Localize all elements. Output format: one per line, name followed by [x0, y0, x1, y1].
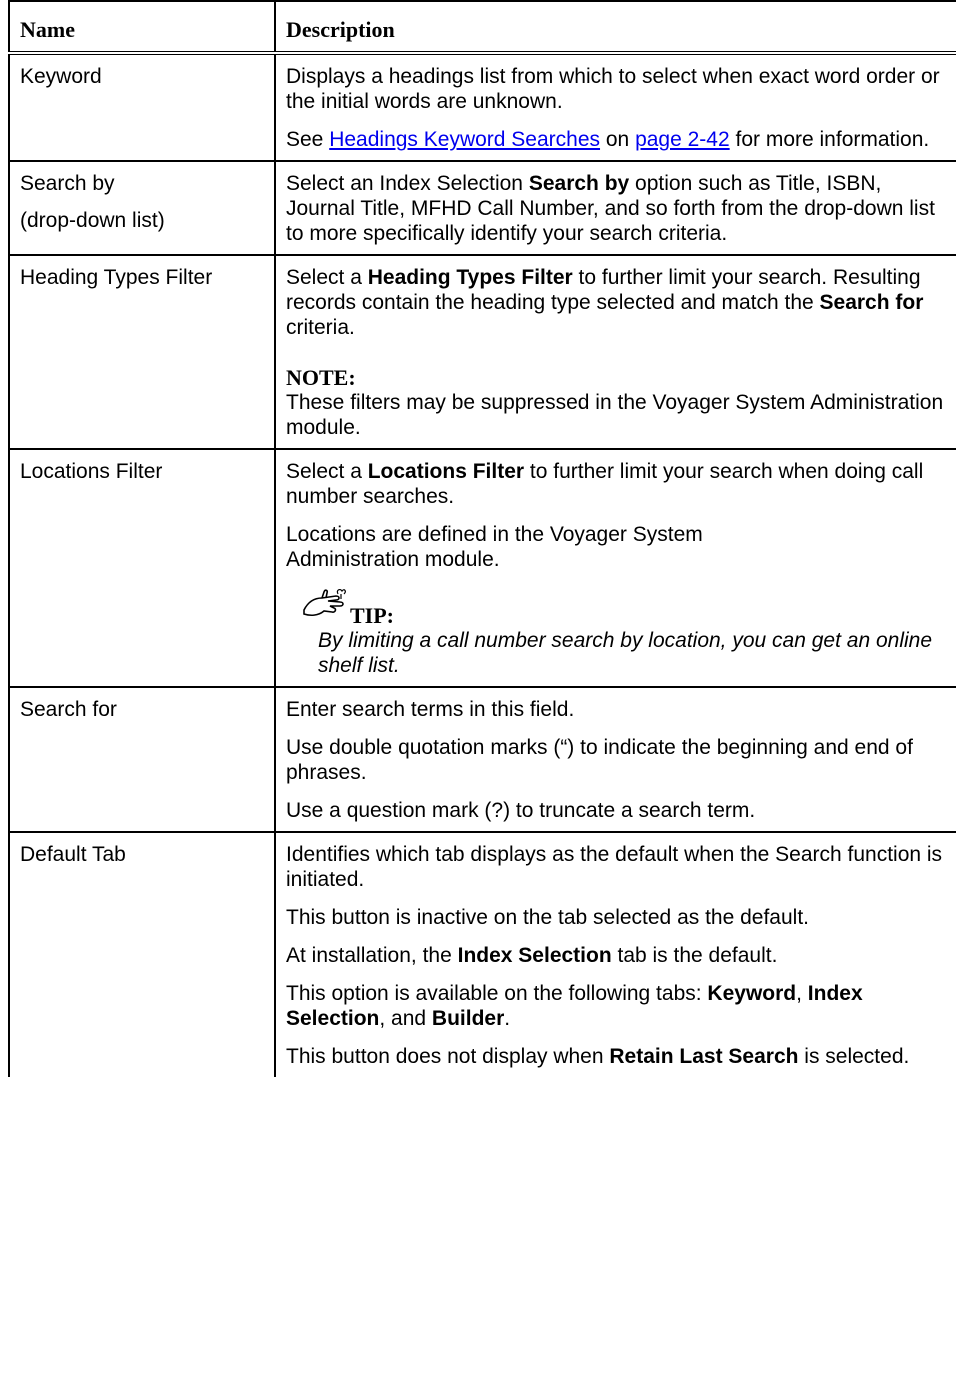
description-text: Select an Index Selection Search by option such as Title, ISBN, Journal Title, MFHD Call Number, and so forth from the drop-down list to more specifically identify your search criteria.: [286, 172, 935, 245]
name-cell: [9, 832, 275, 1077]
description-text: Displays a headings list from which to select when exact word order or the initial words are unknown.: [286, 65, 940, 113]
name-cell: [9, 255, 275, 449]
fields-table: [8, 0, 956, 1077]
description-text: Select a Locations Filter to further limit your search when doing call number searches.: [286, 460, 924, 508]
header-description: Description: [275, 1, 956, 53]
description-cell: [275, 161, 956, 255]
field-name: Locations Filter: [20, 460, 163, 483]
table-row-keyword: [9, 53, 956, 161]
description-text: This option is available on the following tabs: Keyword, Index Selection, and Builder.: [286, 982, 863, 1030]
note-label: NOTE:: [286, 365, 356, 390]
name-cell: [9, 161, 275, 255]
header-name: Name: [9, 1, 275, 53]
page-reference-link[interactable]: page 2-42: [635, 128, 730, 151]
description-text: Locations are defined in the Voyager System Administration module.: [286, 523, 703, 571]
description-cell: [275, 255, 956, 449]
field-name: Keyword: [20, 65, 102, 88]
table-header-row: [9, 1, 956, 53]
description-cell: [275, 53, 956, 161]
description-text: Use a question mark (?) to truncate a search term.: [286, 799, 756, 822]
see-also-text: See Headings Keyword Searches on page 2-42 for more information.: [286, 128, 930, 151]
table-row-locations: [9, 449, 956, 687]
field-name: Search for: [20, 698, 117, 721]
tip-block: [286, 586, 949, 678]
description-cell: [275, 687, 956, 832]
name-cell: [9, 449, 275, 687]
description-text: At installation, the Index Selection tab is the default.: [286, 944, 778, 967]
note-text: These filters may be suppressed in the Voyager System Administration module.: [286, 391, 944, 439]
field-name-sub: (drop-down list): [20, 209, 165, 232]
headings-keyword-searches-link[interactable]: Headings Keyword Searches: [329, 128, 601, 151]
table-row-search-for: [9, 687, 956, 832]
field-name: Default Tab: [20, 843, 126, 866]
table-row-heading-types: [9, 255, 956, 449]
description-text: Enter search terms in this field.: [286, 698, 575, 721]
field-name: Search by: [20, 172, 115, 195]
description-text: Use double quotation marks (“) to indicate the beginning and end of phrases.: [286, 736, 913, 784]
tip-label: TIP:: [350, 603, 394, 628]
table-row-search-by: [9, 161, 956, 255]
name-cell: [9, 687, 275, 832]
pointing-hand-icon: [300, 586, 348, 628]
field-name: Heading Types Filter: [20, 266, 213, 289]
description-cell: [275, 449, 956, 687]
description-text: This button does not display when Retain Last Search is selected.: [286, 1045, 910, 1068]
tip-heading: [300, 586, 949, 628]
name-cell: [9, 53, 275, 161]
tip-text: By limiting a call number search by location, you can get an online shelf list.: [318, 629, 933, 677]
description-text: Select a Heading Types Filter to further limit your search. Resulting records contain the heading type selected and match the Search for criteria.: [286, 266, 924, 339]
table-row-default-tab: [9, 832, 956, 1077]
description-cell: [275, 832, 956, 1077]
description-text: Identifies which tab displays as the default when the Search function is initiated.: [286, 843, 943, 891]
description-text: This button is inactive on the tab selected as the default.: [286, 906, 809, 929]
